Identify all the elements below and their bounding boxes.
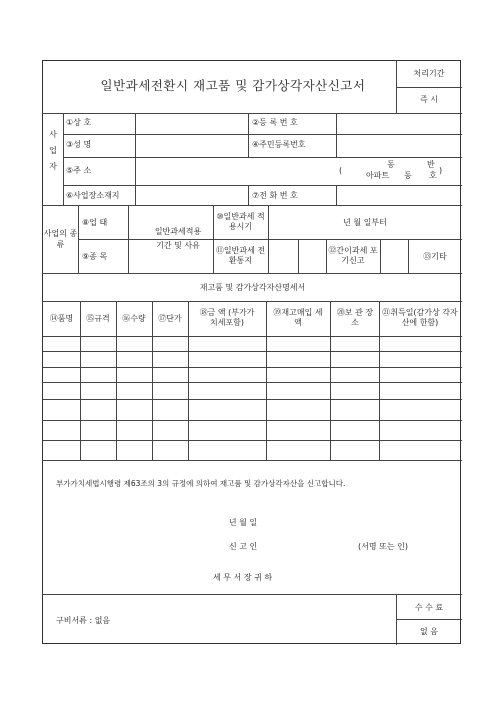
- label-registration-number: ②등 록 번 호: [252, 118, 298, 127]
- col-acquisition-date: ㉑취득일(감가상 각자산에 한함): [382, 308, 458, 327]
- declaration-date[interactable]: 년 월 일: [228, 518, 258, 527]
- simplified-abandon-label: ⑫간이과세 포기신고: [328, 246, 378, 265]
- processing-period-label: 처리기간: [413, 69, 445, 78]
- address-ban: 반: [427, 160, 435, 169]
- address-dong: 동: [387, 160, 395, 169]
- col-product-name: ⑭품명: [49, 314, 74, 323]
- address-ho: 호: [429, 171, 437, 180]
- conversion-notice-label: ⑪일반과세 전환통지: [215, 246, 266, 265]
- period-label-line1: 일반과세적용: [154, 227, 202, 236]
- applicant-section-label: 사 업 자: [49, 130, 57, 171]
- label-phone: ⑦전 화 번 호: [252, 191, 298, 200]
- form-title: 일반과세전환시 재고품 및 감가상각자산신고서: [100, 78, 366, 93]
- declaration-statement: 부가가치세법시행령 제63조의 3의 규정에 의하여 재고품 및 감가상각자산을 신고합니다.: [56, 479, 346, 488]
- fee-value: 없 음: [420, 627, 438, 636]
- table-row[interactable]: [43, 441, 462, 461]
- label-resident-number: ④주민등록번호: [252, 140, 306, 149]
- table-row[interactable]: [43, 336, 462, 352]
- col-amount: ⑱금 액 (부가가치세포함): [199, 308, 255, 327]
- address-apt-dong: 동: [404, 171, 412, 180]
- business-section-label: 사업의 종 류: [43, 229, 78, 249]
- applied-period-label: ⑩일반과세 적용시기: [216, 212, 265, 231]
- other-label: ⑬기타: [423, 252, 447, 261]
- col-unit-price: ⑰단가: [158, 314, 182, 323]
- inventory-section-title: 재고품 및 감가상각자산명세서: [199, 283, 306, 292]
- signature-label[interactable]: (서명 또는 인): [358, 542, 408, 551]
- table-row[interactable]: [43, 383, 462, 400]
- col-quantity: ⑯수량: [122, 314, 146, 323]
- address-paren-close: ): [439, 166, 443, 175]
- address-paren-open: (: [339, 166, 343, 175]
- period-label-line2: 기간 및 사유: [156, 241, 200, 250]
- report-form: [42, 60, 461, 644]
- table-row[interactable]: [43, 421, 462, 441]
- table-row[interactable]: [43, 368, 462, 383]
- addressee: 세 무 서 장 귀 하: [213, 573, 273, 582]
- table-row[interactable]: [43, 352, 462, 368]
- label-trade-name: ①상 호: [66, 118, 92, 127]
- col-storage-location: ⑳보 관 장 소: [336, 308, 374, 327]
- col-spec: ⑮규격: [86, 314, 110, 323]
- label-name: ③성 명: [66, 140, 92, 149]
- table-row[interactable]: [43, 400, 462, 421]
- label-address: ⑤주 소: [66, 166, 92, 175]
- col-purchase-tax: ⑲재고매입 세 액: [273, 308, 323, 327]
- applicant-label: 신 고 인: [229, 542, 258, 551]
- processing-period-value: 즉 시: [420, 95, 438, 104]
- applied-period-text[interactable]: 년 월 일부터: [343, 218, 387, 227]
- address-apt: 아파트: [366, 171, 390, 180]
- label-business-address: ⑥사업장소재지: [66, 191, 120, 200]
- label-business-item: ⑨종 목: [82, 252, 108, 261]
- fee-label: 수 수 료: [414, 603, 444, 612]
- required-documents: 구비서류 : 없음: [56, 616, 111, 625]
- label-business-type: ⑧업 태: [82, 218, 108, 227]
